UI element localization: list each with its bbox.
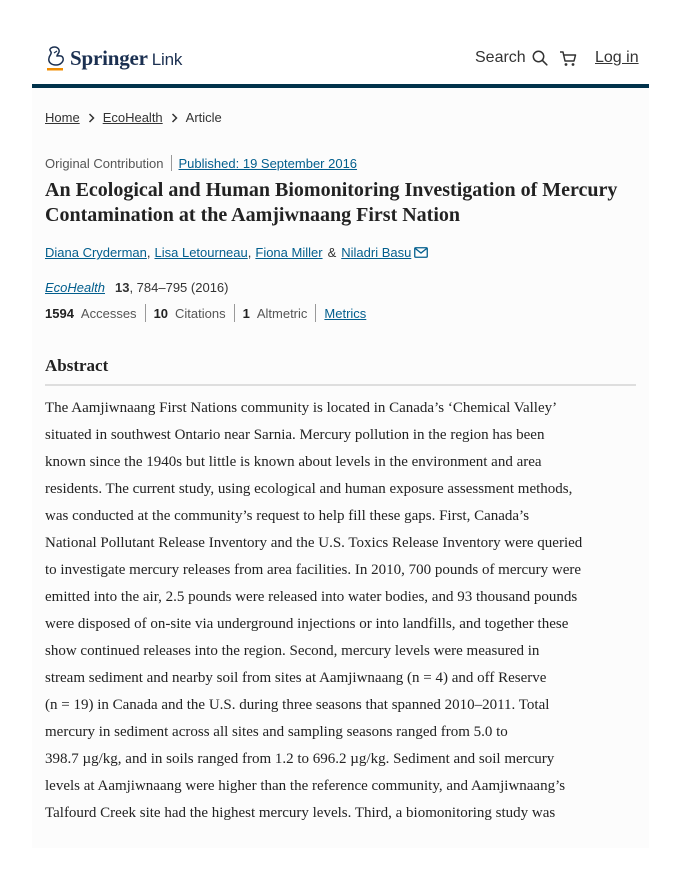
springer-horse-icon [45, 45, 67, 71]
altmetric-label: Altmetric [256, 305, 308, 321]
author-list [45, 245, 428, 260]
abstract-heading: Abstract [45, 356, 109, 375]
author-link[interactable]: Fiona Miller [255, 245, 323, 260]
abstract-line: The Aamjiwnaang First Nations community is located in Canada’s ‘Chemical Valley’ [45, 400, 558, 416]
breadcrumb-journal[interactable]: EcoHealth [102, 110, 163, 125]
article-type: Original Contribution [45, 155, 164, 171]
cart-button[interactable] [559, 50, 577, 72]
search-icon [532, 50, 548, 66]
abstract-line: were disposed of on-site via underground injections or into landfills, and together these [45, 616, 569, 632]
breadcrumb-home[interactable]: Home [45, 110, 80, 125]
abstract-line: residents. The current study, using ecological and human exposure assessment methods, [45, 481, 573, 497]
author-link[interactable]: Diana Cryderman [45, 245, 147, 260]
login-link[interactable]: Log in [595, 49, 639, 66]
citations-count: 10 [153, 305, 169, 321]
citation-line [45, 280, 228, 295]
metrics-divider [145, 304, 146, 322]
abstract-line: 398.7 µg/kg, and in soils ranged from 1.2 to 696.2 µg/kg. Sediment and soil mercury [45, 751, 555, 767]
breadcrumb-current: Article [185, 110, 222, 125]
abstract-line: situated in southwest Ontario near Sarnia. Mercury pollution in the region has been [45, 427, 545, 443]
meta-divider [171, 155, 172, 171]
shopping-cart-icon [559, 50, 577, 67]
brand-wordmark [70, 46, 182, 71]
abstract-line: show continued releases into the region. Second, mercury levels were measured in [45, 643, 540, 659]
abstract-line: emitted into the air, 2.5 pounds were released into water bodies, and 93 thousand pounds [45, 589, 578, 605]
author-link[interactable]: Niladri Basu [341, 245, 412, 260]
email-icon[interactable] [414, 247, 428, 258]
journal-link[interactable]: EcoHealth [45, 280, 105, 295]
metrics-divider [315, 304, 316, 322]
search-button[interactable] [475, 49, 548, 67]
accesses-label: Accesses [80, 305, 137, 321]
volume-number: 13 [114, 280, 130, 295]
chevron-right-icon [171, 113, 178, 123]
pages-year: , 784–795 (2016) [129, 280, 229, 295]
author-amp: & [327, 245, 337, 260]
author-separator: , [146, 245, 151, 260]
abstract-divider [45, 384, 636, 386]
springer-link-logo[interactable] [45, 45, 182, 71]
abstract-line: (n = 19) in Canada and the U.S. during three seasons that spanned 2010–2011. Total [45, 697, 550, 713]
abstract-line: stream sediment and nearby soil from sites at Aamjiwnaang (n = 4) and off Reserve [45, 670, 547, 686]
accesses-count: 1594 [45, 305, 74, 321]
published-date-link[interactable]: Published: 19 September 2016 [178, 155, 358, 171]
abstract-line: known since the 1940s but little is known about levels in the environment and area [45, 454, 542, 470]
chevron-right-icon [88, 113, 95, 123]
brand-suffix: Link [151, 49, 183, 69]
brand-name: Springer [70, 45, 148, 70]
article-metrics [45, 304, 366, 322]
abstract-line: levels at Aamjiwnaang were higher than the reference community, and Aamjiwnaang’s [45, 778, 566, 794]
abstract-line: to investigate mercury releases from area facilities. In 2010, 700 pounds of mercury were [45, 562, 582, 578]
citations-label: Citations [175, 305, 226, 321]
abstract-line: National Pollutant Release Inventory and the U.S. Toxics Release Inventory were queried [45, 535, 583, 551]
abstract-line: was conducted at the community’s request to help fill these gaps. First, Canada’s [45, 508, 530, 524]
article-title: An Ecological and Human Biomonitoring Investigation of Mercury Contamination at the Aamjiwnaang First Nation [45, 179, 618, 226]
site-header [32, 0, 649, 85]
author-separator: , [247, 245, 252, 260]
altmetric-count: 1 [242, 305, 250, 321]
author-link[interactable]: Lisa Letourneau [154, 245, 248, 260]
abstract-line: mercury in sediment across all sites and sampling seasons ranged from 5.0 to [45, 724, 508, 740]
search-label: Search [475, 49, 526, 66]
abstract-body [45, 395, 637, 827]
metrics-link[interactable]: Metrics [324, 305, 367, 321]
abstract-line: Talfourd Creek site had the highest mercury levels. Third, a biomonitoring study was [45, 805, 556, 821]
metrics-divider [234, 304, 235, 322]
header-divider [32, 84, 649, 88]
breadcrumb [45, 110, 222, 125]
article-meta [45, 155, 357, 171]
